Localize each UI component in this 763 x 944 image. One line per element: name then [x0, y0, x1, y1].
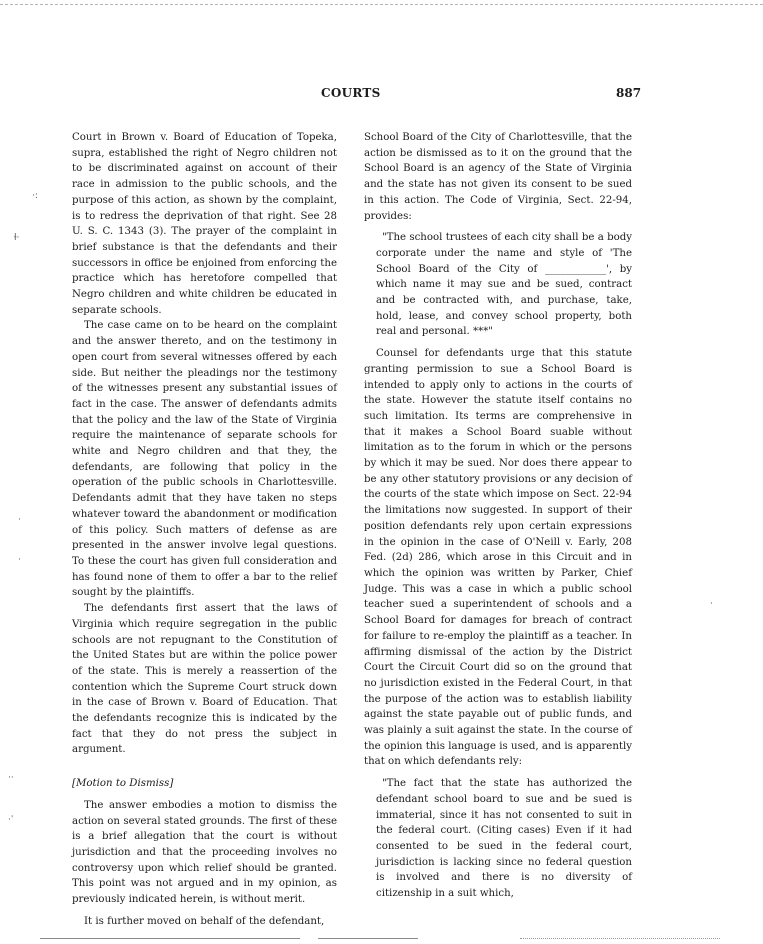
- body-paragraph: The case came on to be heard on the complaint and the answer thereto, and on the testimony in open court from several witnesses offered by each side. But neither the pleadings nor the testimony of the witnesses present any substantial issues of fact in the case. The answer of defendants admits that the policy and the law of the State of Virginia require the maintenance of separate schools for white and Negro children and that they, the defendants, are following that policy in the operation of the public schools in Charlottesville. Defendants admit that they have taken no steps whatever toward the abandonment or modification of this policy. Such matters of defense as are presented in the answer involve legal questions. To these the court has given full consideration and has found none of them to offer a bar to the relief sought by the plaintiffs.: [72, 320, 337, 599]
- margin-speck: ·: [18, 515, 21, 525]
- section-heading: [Motion to Dismiss]: [72, 778, 174, 790]
- page-bottom-rule: [520, 938, 720, 939]
- body-paragraph: The answer embodies a motion to dismiss the action on several stated grounds. The first of these is a brief allegation that the court is without jurisdiction and that the proceeding involves no controversy upon which relief should be granted. This point was not argued and in my opinion, as previously indicated herein, is without merit.: [72, 799, 337, 906]
- right-column: [364, 130, 632, 902]
- body-paragraph: It is further moved on behalf of the defendant,: [84, 915, 325, 927]
- running-head: COURTS: [321, 86, 381, 100]
- page-top-edge: [0, 4, 763, 5]
- block-quote: "The school trustees of each city shall be a body corporate under the name and style of 'The School Board of the City of ____________', by which name it may sue and be sued, contract and be contracted with, and purchase, take, hold, lease, and convey school property, both real and personal. ***": [376, 232, 632, 338]
- page-bottom-rule: [40, 938, 300, 939]
- page-number: 887: [616, 86, 642, 100]
- body-paragraph: The defendants first assert that the laws of Virginia which require segregation in the public schools are not repugnant to the Constitution of the United States but are within the police power of the state. This is merely a reassertion of the contention which the Supreme Court struck down in the case of Brown v. Board of Education. That the defendants recognize this is indicated by the fact that they do not press the subject in argument.: [72, 603, 337, 756]
- margin-speck: ··: [8, 773, 14, 783]
- block-quote: "The fact that the state has authorized the defendant school board to sue and be sued is immaterial, since it has not consented to suit in the federal court. (Citing cases) Even if it had consented to be sued in the federal court, jurisdiction is lacking since no federal question is involved and there is no diversity of citizenship in a suit which,: [376, 778, 632, 900]
- margin-speck: ·ˈ: [8, 815, 14, 825]
- margin-speck: ·:: [32, 191, 38, 201]
- margin-speck: ƚ·: [14, 233, 20, 243]
- body-paragraph: Court in Brown v. Board of Education of Topeka, supra, established the right of Negro children not to be discriminated against on account of their race in admission to the public schools, and the purpose of this action, as shown by the complaint, is to redress the deprivation of that right. See 28 U. S. C. 1343 (3). The prayer of the complaint in brief substance is that the defendants and their successors in office be enjoined from enforcing the practice which has heretofore compelled that Negro children and white children be educated in separate schools.: [72, 132, 337, 316]
- margin-speck: ·: [18, 555, 21, 565]
- body-paragraph: School Board of the City of Charlottesville, that the action be dismissed as to it on the ground that the School Board is an agency of the State of Virginia and the state has not given its consent to be sued in this action. The Code of Virginia, Sect. 22-94, provides:: [364, 132, 632, 222]
- body-paragraph: Counsel for defendants urge that this statute granting permission to sue a School Board is intended to apply only to actions in the courts of the state. However the statute itself contains no such limitation. Its terms are comprehensive in that it makes a School Board suable without limitation as to the forum in which or the persons by which it may be sued. Nor does there appear to be any other statutory provisions or any decision of the courts of the state which impose on Sect. 22-94 the limitations now suggested. In support of their position defendants rely upon certain expressions in the opinion in the case of O'Neill v. Early, 208 Fed. (2d) 286, which arose in this Circuit and in which the opinion was written by Parker, Chief Judge. This was a case in which a public school teacher sued a superintendent of schools and a School Board for damages for breach of contract for failure to re-employ the plaintiff as a teacher. In affirming dismissal of the action by the District Court the Circuit Court did so on the ground that no jurisdiction existed in the Federal Court, in that the purpose of the action was to establish liability against the state payable out of public funds, and was plainly a suit against the state. In the course of the opinion this language is used, and is apparently that on which defendants rely:: [364, 348, 632, 768]
- margin-speck: ·: [710, 599, 713, 609]
- left-column: [72, 130, 337, 929]
- page-bottom-rule: [318, 938, 418, 939]
